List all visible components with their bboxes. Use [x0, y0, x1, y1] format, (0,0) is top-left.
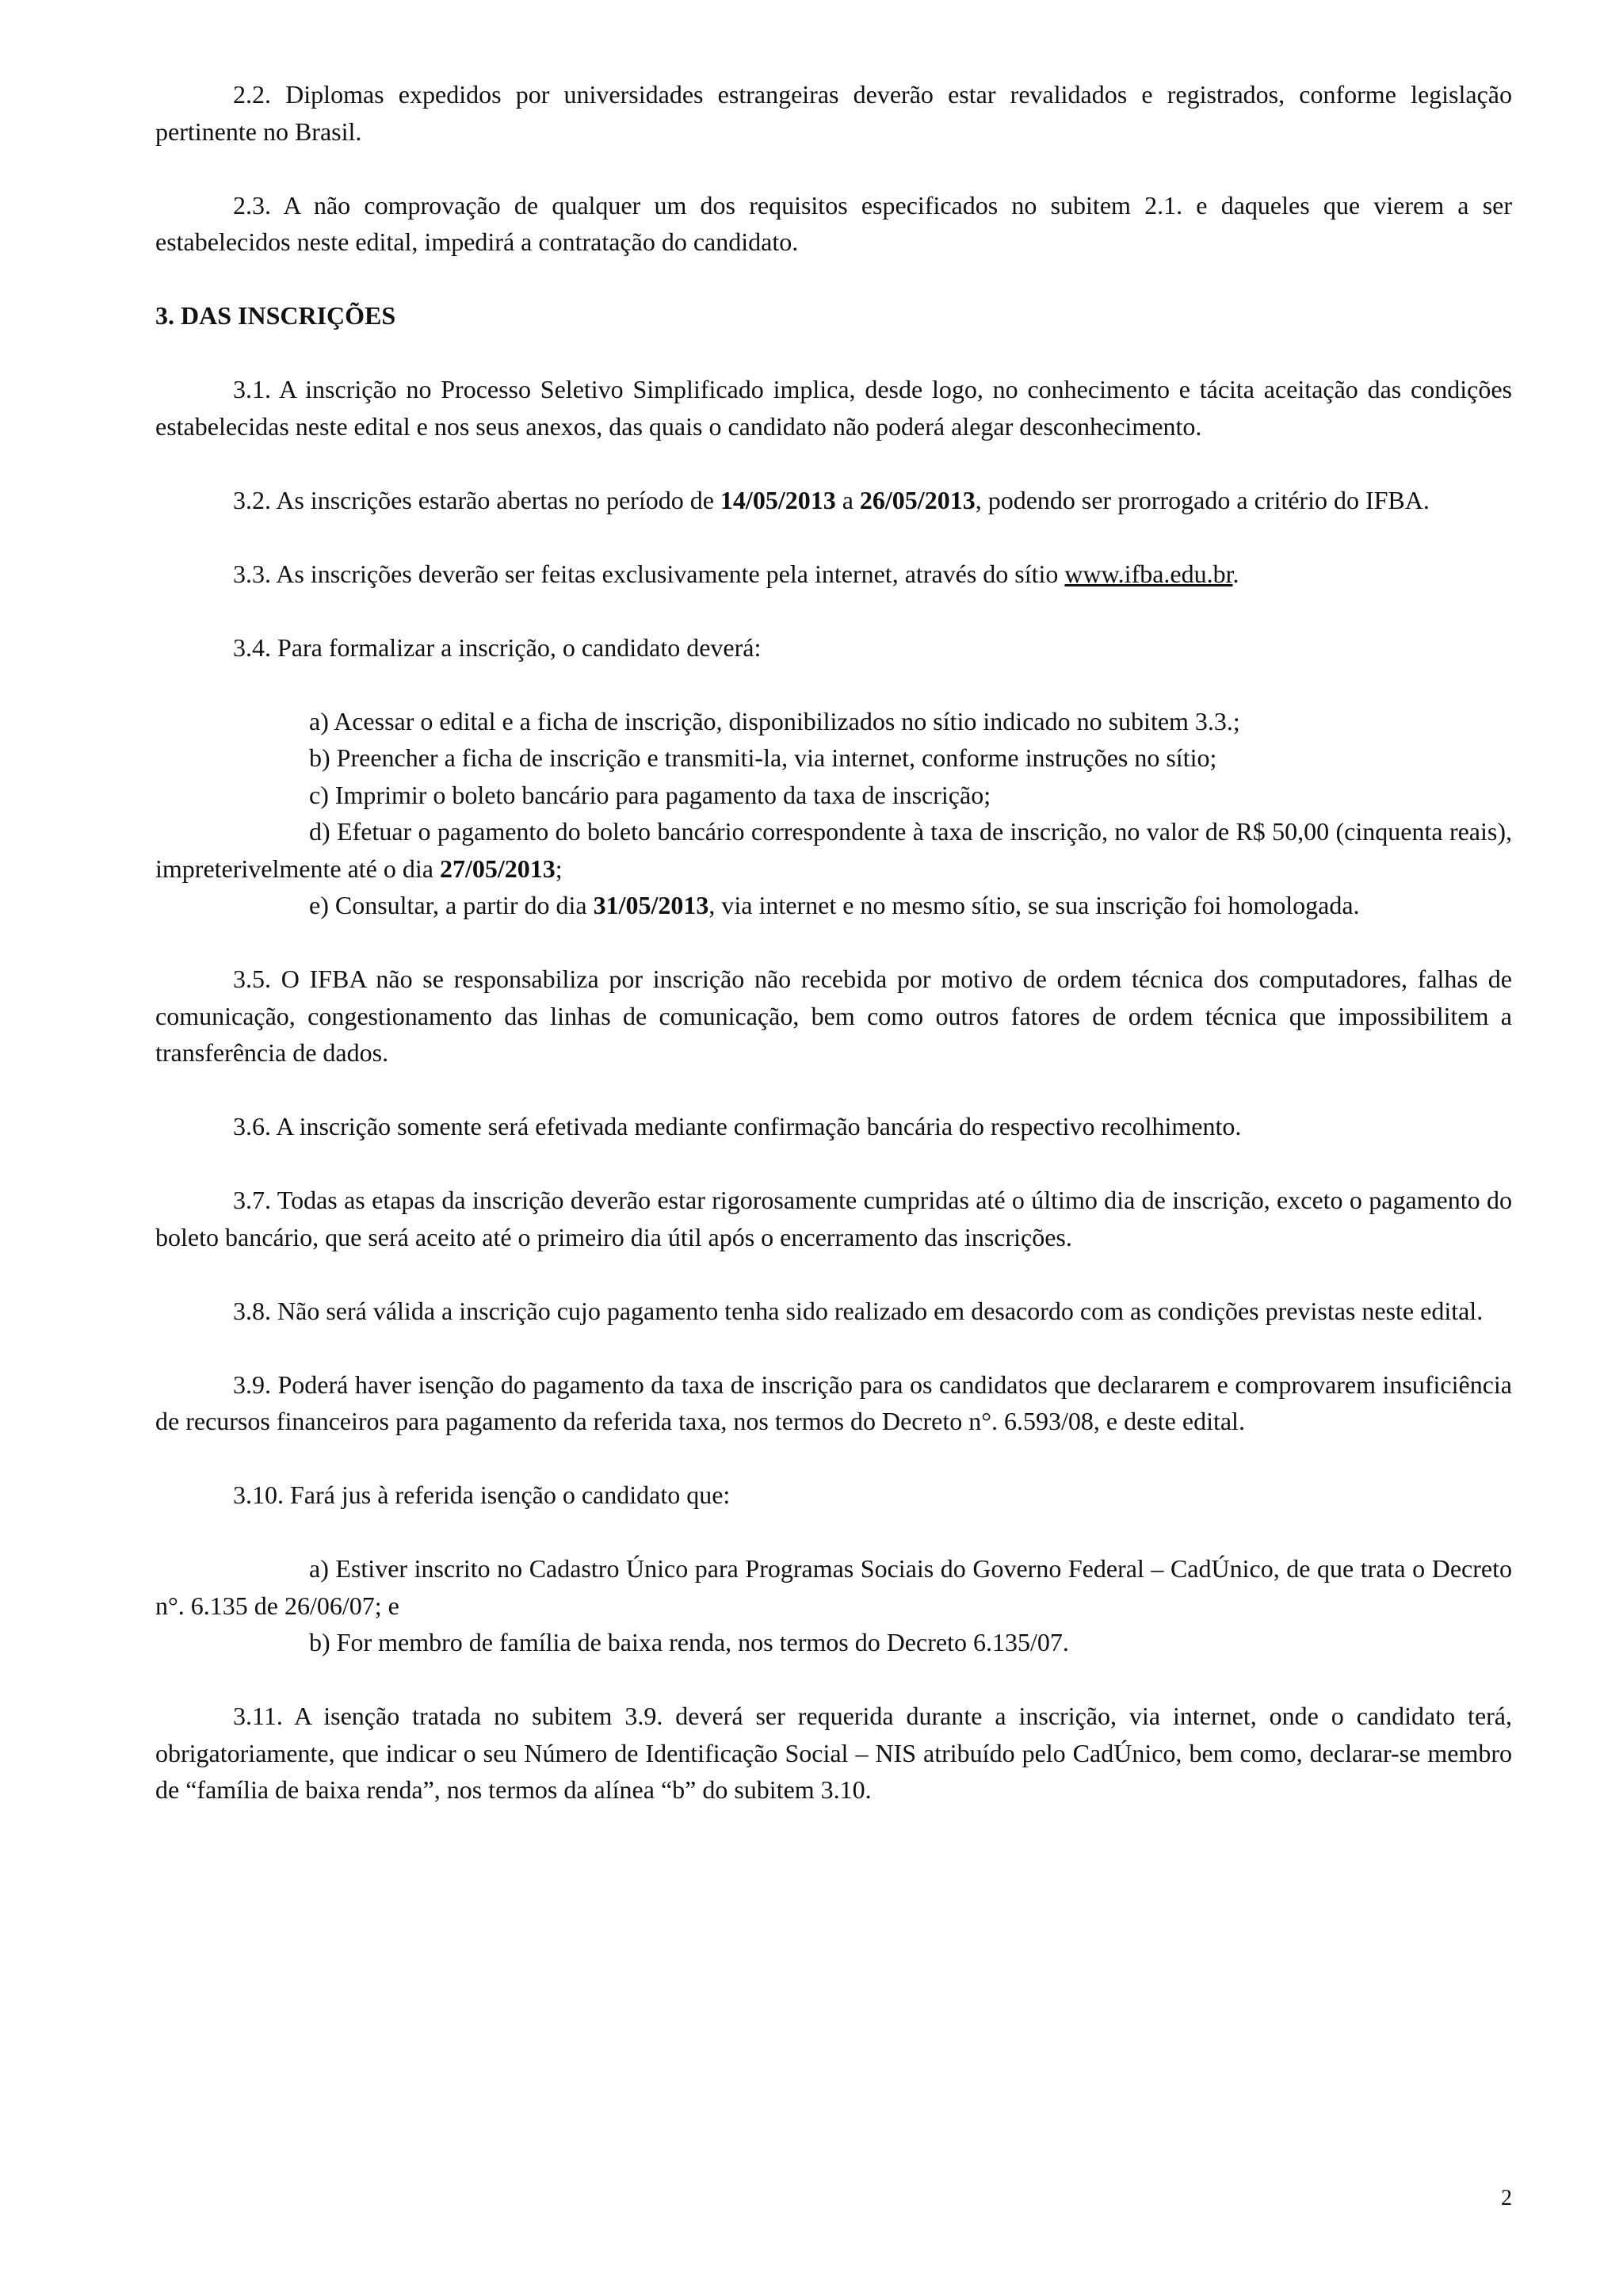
list-item-3-4-a: a) Acessar o edital e a ficha de inscrição, disponibilizados no sítio indicado no subitem 3.3.; — [309, 706, 1240, 735]
paragraph-3-8: 3.8. Não será válida a inscrição cujo pagamento tenha sido realizado em desacordo com as condições previstas neste edital. — [233, 1296, 1484, 1325]
paragraph-3-7: 3.7. Todas as etapas da inscrição deverão estar rigorosamente cumpridas até o último dia de inscrição, exceto o pagamento do boleto bancário, que será aceito até o primeiro dia útil após o encerramento das inscrições. — [155, 1186, 1512, 1251]
payment-deadline-date: 27/05/2013 — [439, 854, 556, 883]
list-item-3-4-b: b) Preencher a ficha de inscrição e transmiti-la, via internet, conforme instruções no sítio; — [309, 743, 1217, 772]
paragraph-3-2-text-before: 3.2. As inscrições estarão abertas no período de — [233, 485, 720, 514]
paragraph-3-2-text-middle: a — [835, 485, 860, 514]
paragraph-3-11: 3.11. A isenção tratada no subitem 3.9. deverá ser requerida durante a inscrição, via internet, onde o candidato terá, obrigatoriamente, que indicar o seu Número de Identificação Social – NIS atribuído pelo CadÚnico, bem como, declarar-se membro de “família de baixa renda”, nos termos da alínea “b” do subitem 3.10. — [155, 1702, 1512, 1804]
list-item-3-4-c: c) Imprimir o boleto bancário para pagamento da taxa de inscrição; — [309, 780, 991, 809]
paragraph-3-10: 3.10. Fará jus à referida isenção o candidato que: — [233, 1480, 731, 1509]
registration-start-date: 14/05/2013 — [720, 485, 836, 514]
list-item-3-4-d — [155, 813, 1512, 887]
homologation-check-date: 31/05/2013 — [593, 891, 709, 919]
paragraph-2-2: 2.2. Diplomas expedidos por universidades estrangeiras deverão estar revalidados e registrados, conforme legislação pertinente no Brasil. — [155, 80, 1512, 146]
paragraph-3-4: 3.4. Para formalizar a inscrição, o candidato deverá: — [233, 632, 762, 662]
paragraph-3-5: 3.5. O IFBA não se responsabiliza por inscrição não recebida por motivo de ordem técnica dos computadores, falhas de comunicação, congestionamento das linhas de comunicação, bem como outros fatores de ordem técnica que impossibilitem a transferência de dados. — [155, 965, 1512, 1067]
paragraph-3-3-text-after: . — [1232, 559, 1239, 588]
list-item-3-4-e-text-before: e) Consultar, a partir do dia — [309, 891, 594, 919]
paragraph-3-9: 3.9. Poderá haver isenção do pagamento da taxa de inscrição para os candidatos que declararem e comprovarem insuficiência de recursos financeiros para pagamento da referida taxa, nos termos do Decreto n°. 6.593/08, e deste edital. — [155, 1370, 1512, 1435]
paragraph-3-2 — [155, 482, 1512, 519]
ifba-website-link[interactable]: www.ifba.edu.br — [1064, 559, 1233, 588]
paragraph-2-3: 2.3. A não comprovação de qualquer um dos requisitos especificados no subitem 2.1. e daqueles que vierem a ser estabelecidos neste edital, impedirá a contratação do candidato. — [155, 190, 1512, 256]
document-page — [155, 76, 1512, 1809]
list-item-3-4-e — [155, 887, 1512, 924]
paragraph-3-3-text-before: 3.3. As inscrições deverão ser feitas exclusivamente pela internet, através do sítio — [233, 559, 1065, 588]
list-item-3-4-d-text-after: ; — [555, 854, 563, 883]
registration-end-date: 26/05/2013 — [859, 485, 976, 514]
list-item-3-4-e-text-after: , via internet e no mesmo sítio, se sua inscrição foi homologada. — [708, 891, 1360, 919]
paragraph-3-2-text-after: , podendo ser prorrogado a critério do IFBA. — [975, 485, 1430, 514]
paragraph-3-6: 3.6. A inscrição somente será efetivada mediante confirmação bancária do respectivo recolhimento. — [233, 1112, 1242, 1140]
paragraph-3-3 — [155, 556, 1512, 593]
page-number: 2 — [1501, 2186, 1512, 2210]
list-item-3-10-b: b) For membro de família de baixa renda, nos termos do Decreto 6.135/07. — [309, 1628, 1069, 1656]
section-heading-inscricoes: 3. DAS INSCRIÇÕES — [155, 301, 396, 330]
list-item-3-4-d-text-before: d) Efetuar o pagamento do boleto bancário correspondente à taxa de inscrição, no valor de R$ 50,00 (cinquenta reais), impreterivelmente até o dia — [155, 817, 1512, 883]
paragraph-3-1: 3.1. A inscrição no Processo Seletivo Simplificado implica, desde logo, no conhecimento e tácita aceitação das condições estabelecidas neste edital e nos seus anexos, das quais o candidato não poderá alegar desconhecimento. — [155, 375, 1512, 441]
list-item-3-10-a: a) Estiver inscrito no Cadastro Único para Programas Sociais do Governo Federal – CadÚnico, de que trata o Decreto n°. 6.135 de 26/06/07; e — [155, 1554, 1512, 1620]
